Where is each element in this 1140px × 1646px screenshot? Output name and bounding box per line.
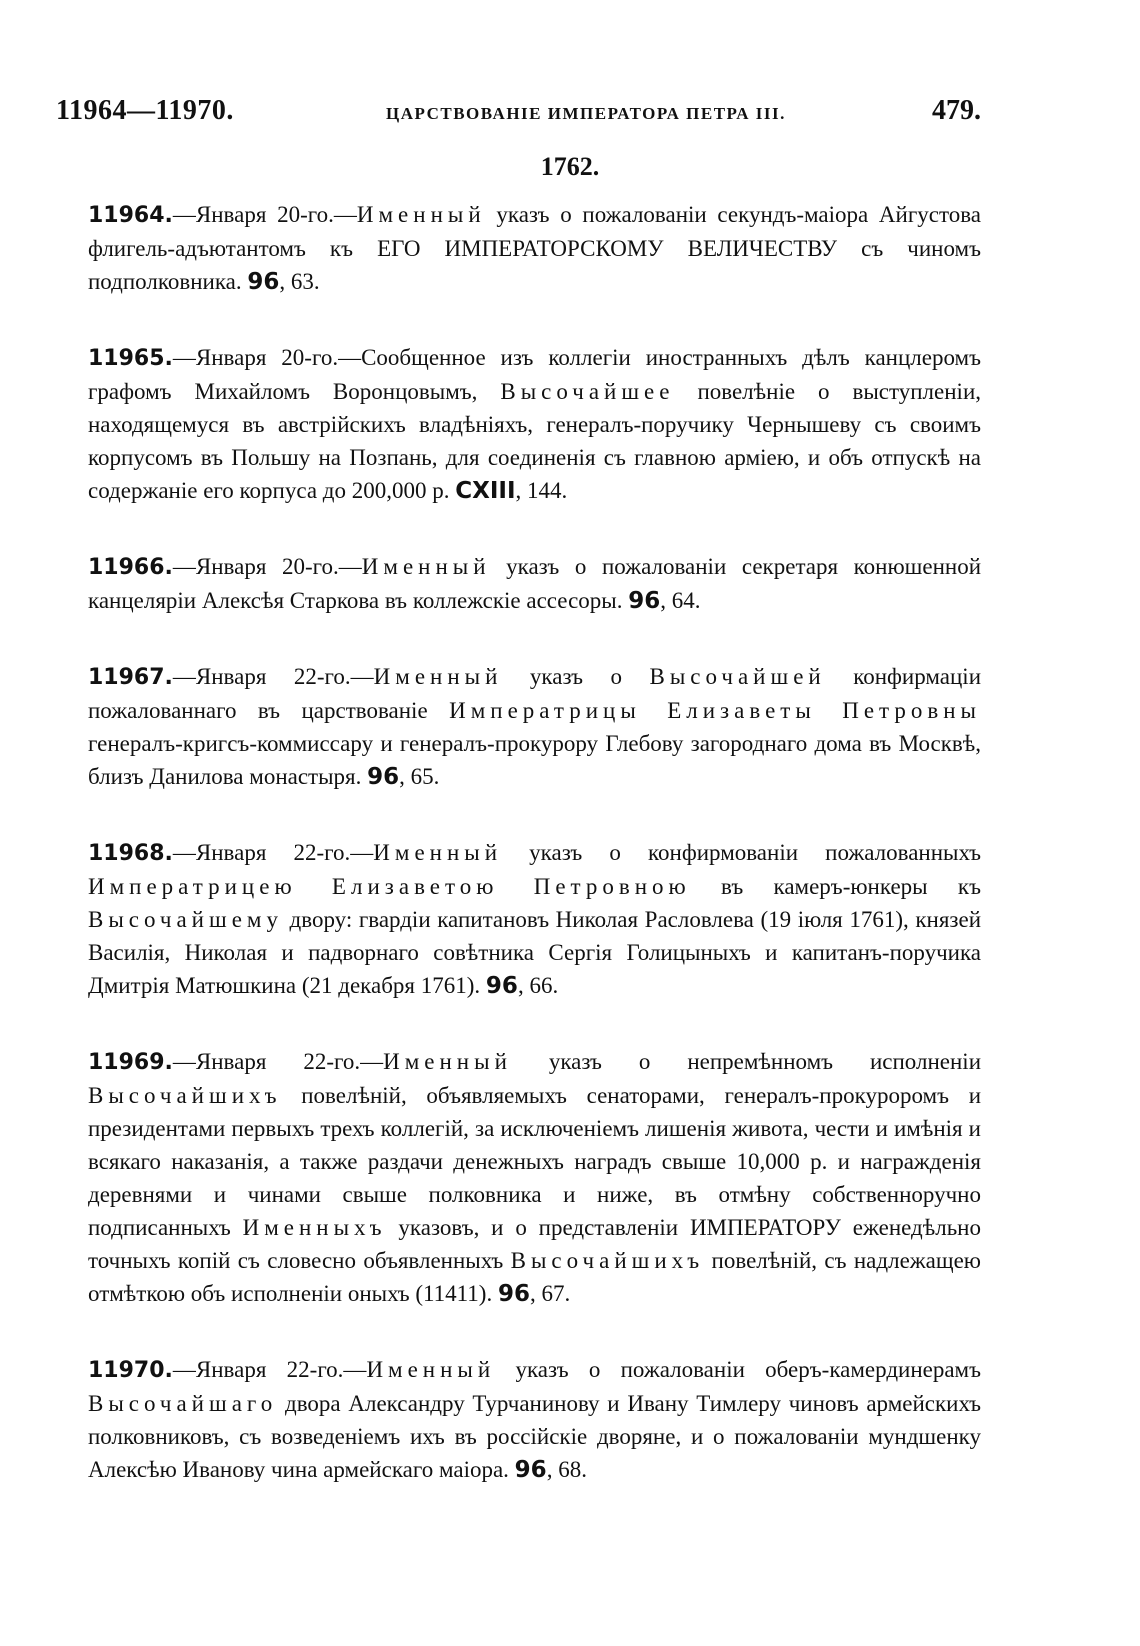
entry-body: двору: гвардіи капитановъ Николая Расловлева (19 іюля 1761), князей Василія, Николая и падворнаго совѣтника Сергія Голицыныхъ и капитанъ-поручика Дмитрія Матюшкина (21 декабря 1761). xyxy=(88,907,981,998)
entry-date: —Января 22-го.— xyxy=(172,840,374,865)
entry-body: указовъ, и о представленіи ИМПЕРАТОРУ еженедѣльно точныхъ копій съ словесно объявленныхъ xyxy=(88,1215,981,1273)
entry-page-ref: , 64. xyxy=(660,588,701,613)
entry-body: конфирмаціи пожалованнаго въ царствованіе xyxy=(88,664,982,723)
entry-spaced-text: Высочайшему xyxy=(88,907,283,932)
header-entry-range: 11964—11970. xyxy=(56,95,234,126)
entry-11966 xyxy=(88,550,981,618)
entries-list xyxy=(88,198,981,1487)
entry-text xyxy=(88,660,981,794)
entry-number: 11966. xyxy=(88,555,173,580)
entry-volume-ref: 96 xyxy=(485,973,518,999)
entry-spaced-text: Высочайшихъ xyxy=(510,1248,705,1273)
entry-date: —Января 22-го.— xyxy=(172,1357,367,1382)
entry-body: указъ о непремѣнномъ исполненіи xyxy=(511,1049,982,1074)
entry-date: —Января 20-го.— xyxy=(172,554,362,579)
entry-page-ref: , 144. xyxy=(515,478,568,503)
entry-text xyxy=(88,341,981,508)
entry-11965 xyxy=(88,341,981,508)
entry-page-ref: , 67. xyxy=(529,1281,571,1306)
entry-body: генералъ-кригсъ-коммиссару и генералъ-прокурору Глебову загороднаго дома въ Москвѣ, близъ Данилова монастыря. xyxy=(88,731,981,789)
entry-date: —Января 20-го.— xyxy=(172,345,362,370)
header-page-number: 479. xyxy=(932,95,981,126)
entry-date: —Января 20-го.— xyxy=(172,202,357,227)
entry-spaced-text: Высочайшее xyxy=(500,379,675,404)
entry-body: повелѣній, объявляемыхъ сенаторами, генералъ-прокуроромъ и президентами первыхъ трехъ коллегій, за исключеніемъ лишенія живота, чести и имѣнія и всякаго наказанія, а также раздачи денежныхъ наградъ свыше 10,000 р. и награжденія деревнями и чинами свыше полковника и ниже, въ отмѣну собственноручно подписанныхъ xyxy=(88,1083,981,1240)
entry-spaced-text: Высочайшихъ xyxy=(88,1083,282,1108)
entry-number: 11967. xyxy=(88,665,173,690)
entry-number: 11969. xyxy=(88,1050,173,1075)
entry-text xyxy=(88,1353,981,1487)
header-running-title: ЦАРСТВОВАНІЕ ИМПЕРАТОРА ПЕТРА III. xyxy=(386,104,786,123)
entry-11969 xyxy=(88,1045,981,1311)
entry-number: 11968. xyxy=(88,841,173,866)
entry-text xyxy=(88,198,981,299)
entry-volume-ref: 96 xyxy=(628,588,661,614)
entry-number: 11965. xyxy=(88,346,173,371)
entry-body: двора Александру Турчанинову и Ивану Тимлеру чиновъ армейскихъ полковниковъ, съ возведеніемъ ихъ въ россійскіе дворяне, и о пожалованіи мундшенку Алексѣю Иванову чина армейскаго маіора. xyxy=(88,1391,981,1482)
entry-body: повелѣній, съ надлежащею отмѣткою объ исполненіи оныхъ (11411). xyxy=(88,1248,981,1306)
entry-body: въ камеръ-юнкеры къ xyxy=(690,874,981,899)
entry-spaced-text: Именный xyxy=(366,1357,496,1382)
entry-page-ref: , 63. xyxy=(279,269,320,294)
year-heading: 1762. xyxy=(540,152,600,181)
entry-spaced-text: Высочайшаго xyxy=(88,1391,278,1416)
entry-body: указъ о пожалованіи секретаря конюшенной канцеляріи Алексѣя Старкова въ коллежскіе ассесоры. xyxy=(88,554,982,613)
entry-volume-ref: 96 xyxy=(497,1281,530,1307)
entry-page-ref: , 68. xyxy=(546,1457,587,1482)
entry-11970 xyxy=(88,1353,981,1487)
entry-page-ref: , 65. xyxy=(399,764,440,789)
entry-11968 xyxy=(88,836,981,1003)
entry-body: указъ о конфирмованіи пожалованныхъ xyxy=(502,840,982,865)
entry-spaced-text: Императрицею Елизаветою Петровною xyxy=(88,874,691,899)
entry-number: 11970. xyxy=(88,1358,173,1383)
entry-spaced-text: Именный xyxy=(383,1049,512,1074)
entry-text xyxy=(88,1045,981,1311)
entry-spaced-text: Императрицы Елизаветы Петровны xyxy=(449,698,981,723)
entry-body: указъ о xyxy=(502,664,650,689)
entry-number: 11964. xyxy=(88,203,173,228)
entry-spaced-text: Именный xyxy=(373,664,503,689)
entry-volume-ref: 96 xyxy=(514,1457,547,1483)
entry-spaced-text: Именный xyxy=(361,554,491,579)
page-header xyxy=(56,95,981,135)
entry-spaced-text: Именный xyxy=(356,202,486,227)
entry-11964 xyxy=(88,198,981,299)
entry-spaced-text: Высочайшей xyxy=(649,664,826,689)
entry-spaced-text: Именныхъ xyxy=(242,1215,387,1240)
entry-page-ref: , 66. xyxy=(517,973,559,998)
entry-date: —Января 22-го.— xyxy=(172,1049,384,1074)
entry-volume-ref: 96 xyxy=(247,269,280,295)
entry-11967 xyxy=(88,660,981,794)
entry-date: —Января 22-го.— xyxy=(172,664,374,689)
entry-body: повелѣніе о выступленіи, находящемуся въ австрійскихъ владѣніяхъ, генералъ-поручику Чернышеву съ своимъ корпусомъ въ Польшу на Позпань, для соединенія съ главною арміею, и объ отпускѣ на содержаніе его корпуса до 200,000 р. xyxy=(88,379,981,503)
entry-volume-ref: CXIII xyxy=(455,478,516,504)
entry-body: Сообщенное изъ коллегіи иностранныхъ дѣлъ канцлеромъ графомъ Михайломъ Воронцовымъ, xyxy=(88,345,981,404)
entry-body: указъ о пожалованіи секундъ-маіора Айгустова флигель-адъютантомъ къ ЕГО ИМПЕРАТОРСКОМУ ВЕЛИЧЕСТВУ съ чиномъ подполковника. xyxy=(88,202,982,294)
entry-spaced-text: Именный xyxy=(373,840,503,865)
entry-text xyxy=(88,836,981,1003)
entry-text xyxy=(88,550,981,618)
entry-body: указъ о пожалованіи оберъ-камердинерамъ xyxy=(495,1357,981,1382)
entry-volume-ref: 96 xyxy=(367,764,400,790)
